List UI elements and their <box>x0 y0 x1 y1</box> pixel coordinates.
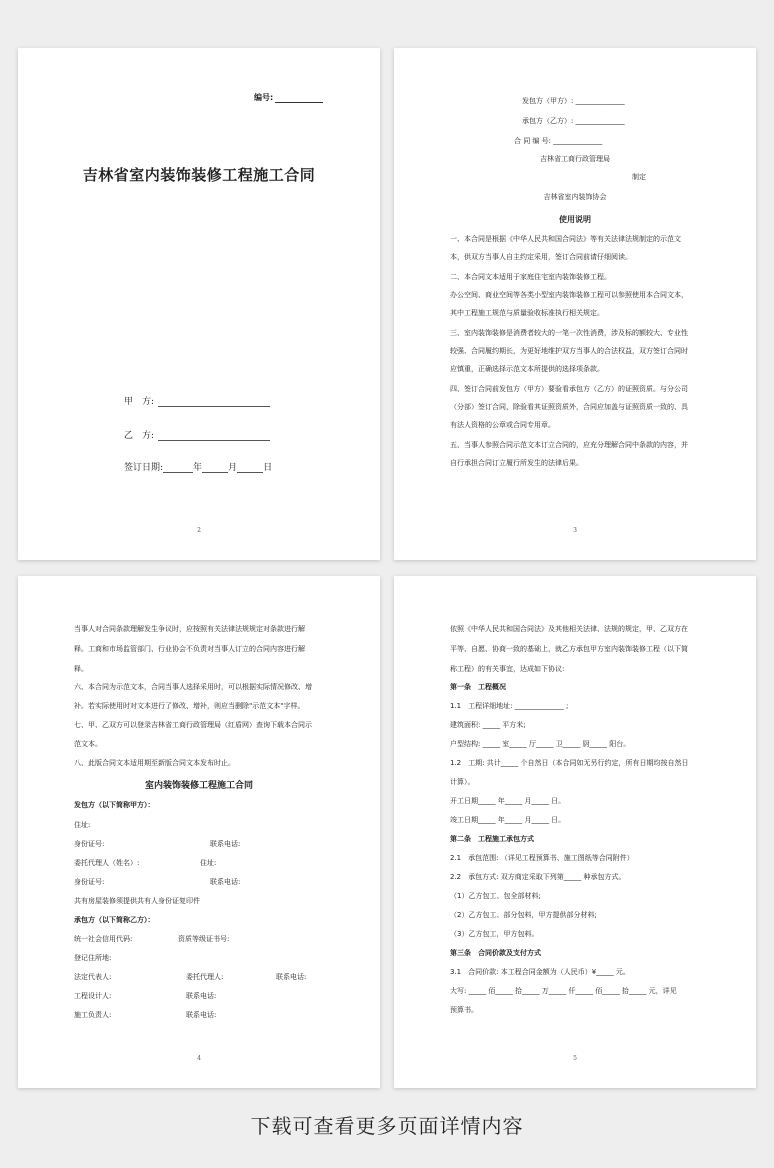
intro-line: 释。 <box>74 665 88 673</box>
party-a-label: 甲 方: <box>124 397 155 407</box>
credit-code-label: 统一社会信用代码: <box>74 935 133 943</box>
page-number: 4 <box>197 1055 201 1062</box>
association-name: 吉林省室内装饰协会 <box>543 193 607 201</box>
option-2: （2）乙方包工、部分包料，甲方提供部分材料; <box>450 911 597 919</box>
intro-line: 七、甲、乙双方可以登录吉林省工商行政管理局（红盾网）查询下载本合同示 <box>74 721 312 729</box>
start-date-line: 开工日期_____ 年_____ 月_____ 日。 <box>450 797 566 805</box>
instruction-line: （分部）签订合同，除验看其证照资质外，合同应加盖与证照资质一致的、具 <box>450 403 688 411</box>
article-2-heading: 第二条 工程施工承包方式 <box>450 835 534 843</box>
layout-line: 户型结构: _____ 室_____ 厅_____ 卫_____ 厨_____ 阳台。 <box>450 740 631 748</box>
party-a-row <box>124 394 270 407</box>
instruction-line: 自行承担合同订立履行所发生的法律后果。 <box>450 459 583 467</box>
contract-number-line: 合 同 编 号: ______________ <box>514 137 603 145</box>
phone5-label: 联系电话: <box>186 1011 217 1019</box>
intro-line: 八、此版合同文本适用期至新版合同文本发布时止。 <box>74 759 235 767</box>
instruction-line: 四、签订合同前发包方（甲方）要验看承包方（乙方）的证照资质。与分公司 <box>450 385 688 393</box>
year-blank <box>163 463 193 473</box>
contract-subtitle: 室内装饰装修工程施工合同 <box>144 781 253 791</box>
party-b-label: 乙 方: <box>124 431 155 441</box>
reg-address-label: 登记住所地: <box>74 954 112 962</box>
download-caption[interactable]: 下载可查看更多页面详情内容 <box>250 1114 524 1138</box>
page-agreement <box>394 576 756 1088</box>
agent2-label: 委托代理人: <box>186 973 224 981</box>
phone-label: 联系电话: <box>210 840 241 848</box>
instruction-line: 其中工程施工规范与质量验收标准执行相关规定。 <box>450 309 604 317</box>
duration-line-2: 计算）。 <box>450 778 475 786</box>
day-label: 日 <box>263 463 273 473</box>
party-b-row <box>124 428 270 441</box>
agreement-line-2: 平等、自愿、协商一致的基础上，就乙方承包甲方室内装饰装修工程（以下简 <box>450 645 688 653</box>
page-cover <box>18 48 380 560</box>
sign-date-label: 签订日期: <box>124 463 164 473</box>
serial-blank <box>275 94 323 103</box>
id-label-2: 身份证号: <box>74 878 105 886</box>
article-1-heading: 第一条 工程概况 <box>450 683 506 691</box>
party-b-heading: 承包方（以下简称乙方）： <box>74 916 155 924</box>
phone-label-2: 联系电话: <box>210 878 241 886</box>
option-3: （3）乙方包工，甲方包料。 <box>450 930 539 938</box>
address-line: 1.1 工程详细地址: ______________ ; <box>450 702 569 710</box>
made-label: 制定 <box>632 173 646 181</box>
instruction-line: 三、室内装饰装修是消费者较大的一笔一次性消费，涉及标的额较大、专业性 <box>450 329 688 337</box>
instruction-line: 五、当事人参照合同示范文本订立合同的，应充分理解合同中条款的内容，并 <box>450 441 688 449</box>
party-a-line: 发包方（甲方）: ______________ <box>522 97 625 105</box>
phone3-label: 联系电话: <box>276 973 307 981</box>
intro-line: 范文本。 <box>74 740 102 748</box>
budget-line: 预算书。 <box>450 1006 478 1014</box>
intro-line: 六、本合同为示范文本，合同当事人选择采用时，可以根据实际情况修改、增 <box>74 683 312 691</box>
finish-date-line: 竣工日期_____ 年_____ 月_____ 日。 <box>450 816 566 824</box>
instruction-line: 较强、合同履约期长，为更好地维护双方当事人的合法权益，双方签订合同时 <box>450 347 688 355</box>
page-number: 5 <box>573 1055 577 1062</box>
phone4-label: 联系电话: <box>186 992 217 1000</box>
price-line: 3.1 合同价款: 本工程合同金额为（人民币）¥_____ 元。 <box>450 968 630 976</box>
day-blank <box>237 463 263 473</box>
serial-number <box>254 92 323 103</box>
article-3-heading: 第三条 合同价款及支付方式 <box>450 949 541 957</box>
sign-date-row <box>124 460 272 473</box>
serial-label: 编号: <box>254 93 274 102</box>
scope-line: 2.1 承包范围: （详见工程预算书、施工图纸等合同附件） <box>450 854 634 862</box>
capital-amount-line: 大写: _____ 佰_____ 拾_____ 万_____ 仟_____ 佰_____ 拾_____ 元，详见 <box>450 987 677 995</box>
method-line: 2.2 承包方式: 双方商定采取下列第_____ 种承包方式。 <box>450 873 626 881</box>
month-label: 月 <box>228 463 238 473</box>
party-b-blank <box>158 431 270 441</box>
page-parties <box>18 576 380 1088</box>
page-instructions <box>394 48 756 560</box>
contract-title: 吉林省室内装饰装修工程施工合同 <box>82 166 316 184</box>
agent-label: 委托代理人（姓名）: <box>74 859 140 867</box>
instruction-line: 应慎重，正确选择示范文本所提供的选择项条款。 <box>450 365 604 373</box>
agent-address-label: 住址: <box>200 859 217 867</box>
party-a-blank <box>158 397 270 407</box>
legal-rep-label: 法定代表人: <box>74 973 112 981</box>
page-number: 3 <box>573 527 577 534</box>
instruction-line: 一、本合同是根据《中华人民共和国合同法》等有关法律法规制定的示范文 <box>450 235 681 243</box>
duration-line: 1.2 工期: 共计_____ 个自然日（本合同如无另行约定，所有日期均按自然日 <box>450 759 689 767</box>
instruction-line: 有法人资格的公章或合同专用章。 <box>450 421 555 429</box>
agreement-line-1: 依照《中华人民共和国合同法》及其他相关法律、法规的规定，甲、乙双方在 <box>450 625 688 633</box>
intro-line: 释。工商和市场监管部门、行业协会不负责对当事人订立的合同内容进行解 <box>74 645 305 653</box>
id-label: 身份证号: <box>74 840 105 848</box>
designer-label: 工程设计人: <box>74 992 112 1000</box>
instruction-line: 办公空间、商业空间等各类小型室内装饰装修工程可以参照使用本合同文本， <box>450 291 688 299</box>
option-1: （1）乙方包工、包全部材料; <box>450 892 541 900</box>
month-blank <box>202 463 228 473</box>
intro-line: 补。若实际使用时对文本进行了修改、增补，则应当删除"示范文本"字样。 <box>74 702 305 710</box>
instruction-line: 二、本合同文本适用于家庭住宅室内装饰装修工程。 <box>450 273 611 281</box>
instruction-line: 本，供双方当事人自主约定采用，签订合同前请仔细阅读。 <box>450 253 632 261</box>
manager-label: 施工负责人: <box>74 1011 112 1019</box>
year-label: 年 <box>193 463 203 473</box>
address-label: 住址: <box>74 821 91 829</box>
bureau-name: 吉林省工商行政管理局 <box>540 155 610 163</box>
page-number: 2 <box>197 527 201 534</box>
party-a-heading: 发包方（以下简称甲方）： <box>74 801 155 809</box>
qualification-label: 资质等级证书号: <box>178 935 230 943</box>
area-line: 建筑面积: _____ 平方米; <box>450 721 526 729</box>
instructions-title: 使用说明 <box>559 215 591 224</box>
co-owner-note: 共有房屋装修须提供共有人身份证复印件 <box>74 897 200 905</box>
intro-line: 当事人对合同条款理解发生争议时，应按照有关法律法规规定对条款进行解 <box>74 625 305 633</box>
agreement-line-3: 称工程）的有关事宜，达成如下协议: <box>450 665 565 673</box>
party-b-line: 承包方（乙方）: ______________ <box>522 117 625 125</box>
